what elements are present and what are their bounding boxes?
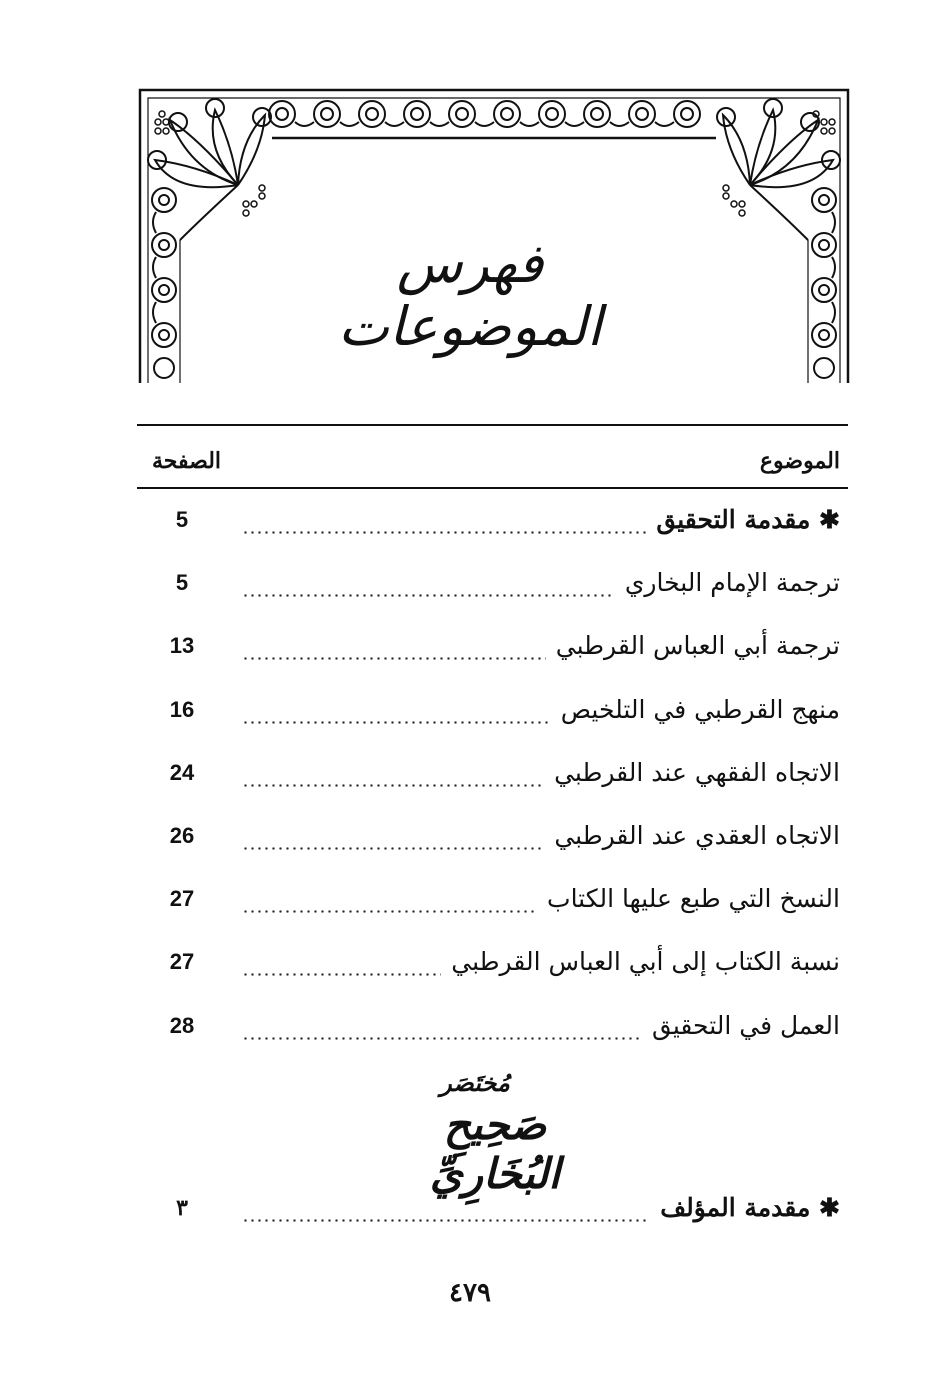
toc-page-number: 13 xyxy=(169,633,195,659)
book-heading-line2: صَحِيحِ البُخَارِيِّ xyxy=(429,1100,561,1198)
toc-topic: ترجمة الإمام البخاري xyxy=(624,568,840,598)
header-bottom-rule xyxy=(137,487,848,489)
toc-page-number: 5 xyxy=(175,507,189,532)
header-top-rule xyxy=(137,424,848,426)
toc-topic: الاتجاه الفقهي عند القرطبي xyxy=(554,757,840,787)
dot-leader xyxy=(242,531,646,534)
toc-topic: منهج القرطبي في التلخيص xyxy=(560,694,840,724)
toc-page-number: ٣ xyxy=(176,1195,188,1220)
toc-topic: ✱ مقدمة المؤلف xyxy=(660,1193,840,1222)
toc-row xyxy=(137,884,840,924)
toc-page-number: 27 xyxy=(169,886,195,912)
dot-leader xyxy=(242,1037,642,1040)
toc-topic: النسخ التي طبع عليها الكتاب xyxy=(547,884,840,914)
dot-leader xyxy=(242,910,537,913)
toc-row xyxy=(137,505,840,545)
toc-page-number: 27 xyxy=(169,949,195,975)
column-header-page: الصفحة xyxy=(152,448,222,474)
dot-leader xyxy=(242,721,551,724)
toc-topic: العمل في التحقيق xyxy=(652,1010,840,1040)
toc-row xyxy=(137,947,840,987)
toc-page-number: 28 xyxy=(169,1012,195,1038)
column-header-topic: الموضوع xyxy=(759,448,840,474)
page-title: فهرس الموضوعات xyxy=(338,232,602,358)
toc-topic: ترجمة أبي العباس القرطبي xyxy=(555,631,840,661)
page-number: ٤٧٩ xyxy=(449,1278,491,1308)
toc-topic: نسبة الكتاب إلى أبي العباس القرطبي xyxy=(451,947,840,977)
dot-leader xyxy=(242,784,544,787)
toc-row xyxy=(137,758,840,798)
book-heading-line1: مُختَصَر xyxy=(440,1068,510,1097)
dot-leader xyxy=(242,657,546,660)
toc-row xyxy=(137,695,840,735)
toc-row xyxy=(137,568,840,608)
dot-leader xyxy=(242,973,441,976)
toc-row xyxy=(137,821,840,861)
toc-row xyxy=(137,1193,840,1233)
toc-topic: ✱ مقدمة التحقيق xyxy=(656,505,840,534)
toc-row xyxy=(137,631,840,671)
toc-page-number: 16 xyxy=(169,696,195,722)
dot-leader xyxy=(242,1219,650,1222)
toc-topic: الاتجاه العقدي عند القرطبي xyxy=(554,821,840,850)
dot-leader xyxy=(242,847,544,850)
toc-page-number: 5 xyxy=(175,570,189,596)
toc-page-number: 24 xyxy=(169,759,195,785)
toc-row xyxy=(137,1011,840,1051)
toc-page-number: 26 xyxy=(169,823,195,848)
dot-leader xyxy=(242,594,615,597)
